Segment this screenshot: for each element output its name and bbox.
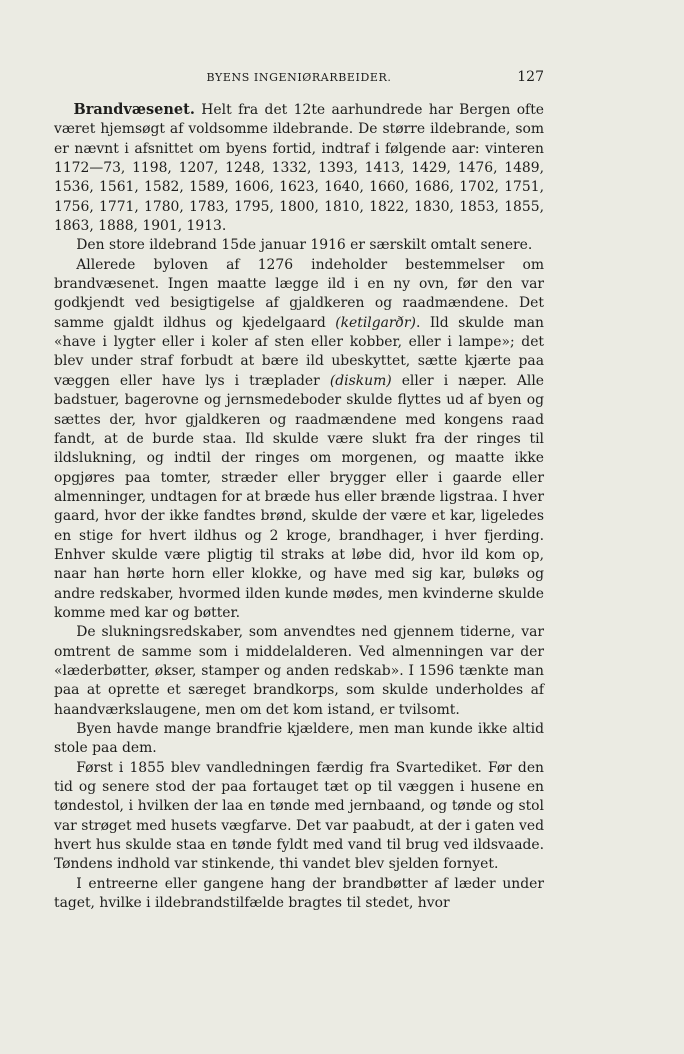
term-ketilgardr: (ketilgarðr) xyxy=(335,314,416,331)
paragraph-3-part-a: Allerede byloven af 1276 indeholder bestemmelser om brandvæsenet. Ingen maatte lægge ild i en ny ovn, før den var godkjendt ved besigtigelse af gjaldkeren og raadmændene. Det samme gjaldt ildhus og kjedelgaard xyxy=(54,256,544,331)
page-number: 127 xyxy=(517,69,544,85)
paragraph-3-part-b: . Ild skulde man «have i lygter eller i koler af sten eller kobber, eller i lampe»; det blev under straf forbudt at bære ild ubeskyttet, sætte kjærte paa væggen eller have lys i træplader xyxy=(54,314,544,389)
paragraph-1-text: Helt fra det 12te aarhundrede har Bergen ofte været hjemsøgt af voldsomme ildebrande. De større ildebrande, som er nævnt i afsnittet om byens fortid, indtraf i følgende aar: vinteren 1172—73, 1198, 1207, 1248, 1332, 1393, 1413, 1429, 1476, 1489, 1536, 1561, 1582, 1589, 1606, 1623, 1640, 1660, 1686, 1702, 1751, 1756, 1771, 1780, 1783, 1795, 1800, 1810, 1822, 1830, 1853, 1855, 1863, 1888, 1901, 1913. xyxy=(54,102,544,235)
paragraph-3-part-c: eller i næper. Alle badstuer, bagerovne og jernsmedeboder skulde flyttes ud af byen og sættes der, hvor gjaldkeren og raadmændene med kongens raad fandt, at de burde staa. Ild skulde være slukt fra der ringes til ildslukning, og indtil der ringes om morgenen, og maatte ikke opgjøres paa tomter, stræder eller brygger eller i gaarde eller almenninger, undtagen for at bræde hus eller brænde ligstraa. I hver gaard, hvor der ikke fandtes brønd, skulde der være et kar, ligeledes en stige for hvert ildhus og 2 kroge, brandhager, i hver fjerding. Enhver skulde være pligtig til straks at løbe did, hvor ild kom op, naar han hørte horn eller klokke, og have med sig kar, buløks og andre redskaber, hvormed ilden kunde mødes, men kvinderne skulde komme med kar og bøtter. xyxy=(54,372,544,621)
paragraph-5: Byen havde mange brandfrie kjældere, men man kunde ikke altid stole paa dem. xyxy=(54,721,544,757)
paragraph-4: De slukningsredskaber, som anvendtes ned gjennem tiderne, var omtrent de samme som i middelalderen. Ved almenningen var der «læderbøtter, økser, stamper og anden redskab». I 1596 tænkte man paa at oprette et særeget brandkorps, som skulde underholdes af haandværkslaugene, men om det kom istand, er tvilsomt. xyxy=(54,624,544,718)
term-diskum: (diskum) xyxy=(329,372,392,389)
paragraph-3 xyxy=(54,256,544,624)
paragraph-6: Først i 1855 blev vandledningen færdig fra Svartediket. Før den tid og senere stod der paa fortauget tæt op til væggen i husene en tøndestol, i hvilken der laa en tønde med jernbaand, og tønde og stol var strøget med husets vægfarve. Det var paabudt, at der i gaten ved hvert hus skulde staa en tønde fyldt med vand til brug ved ildsvaade. Tøndens indhold var stinkende, thi vandet blev sjelden fornyet. xyxy=(54,759,544,873)
running-head: BYENS INGENIØRARBEIDER. xyxy=(206,71,392,84)
paragraph-7: I entreerne eller gangene hang der brandbøtter af læder under taget, hvilke i ildebrandstilfælde bragtes til stedet, hvor xyxy=(54,875,544,912)
section-title: Brandvæsenet. xyxy=(73,101,195,118)
paragraph-1 xyxy=(54,100,544,236)
paragraph-2: Den store ildebrand 15de januar 1916 er særskilt omtalt senere. xyxy=(76,237,533,254)
body-text xyxy=(54,100,544,913)
page-header xyxy=(54,68,544,90)
